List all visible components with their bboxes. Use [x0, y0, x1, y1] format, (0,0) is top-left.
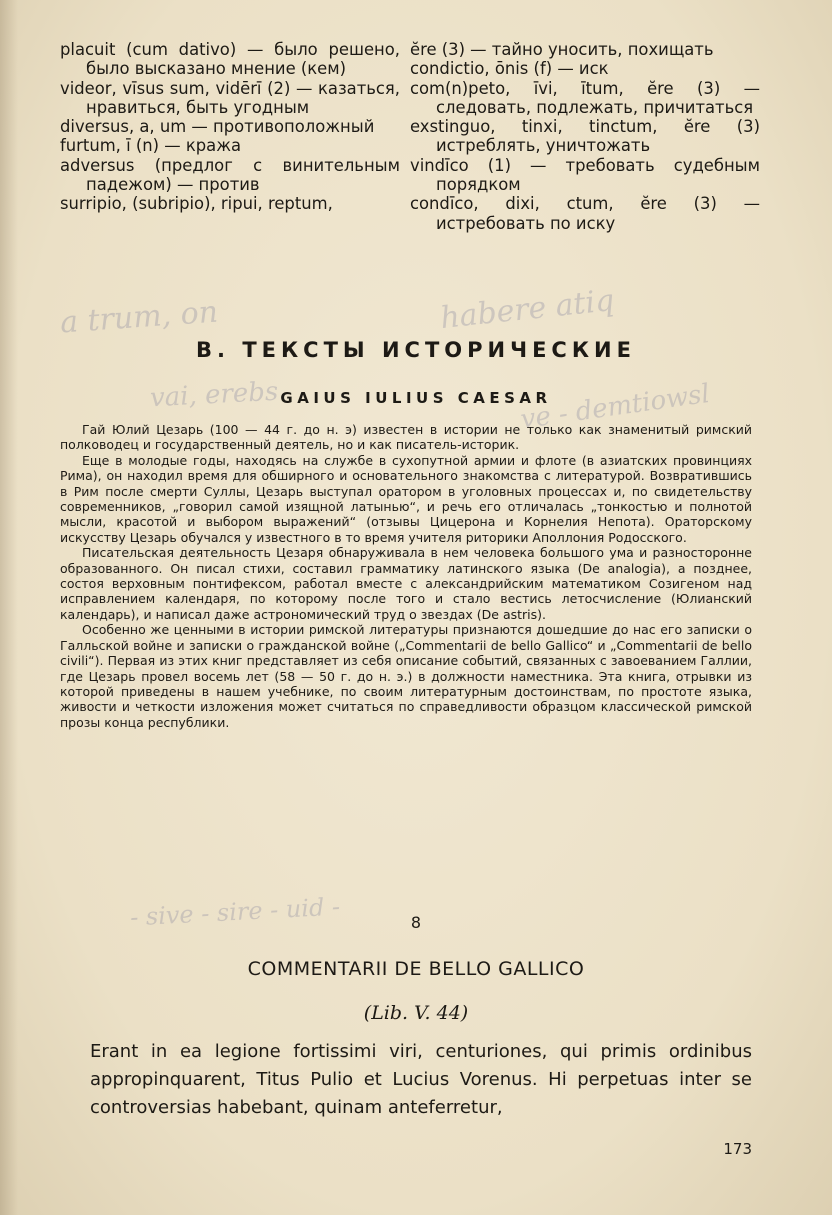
pencil-scribble: habere atiq	[438, 282, 616, 337]
vocabulary-entry: placuit (cum dativo) — было решено, было высказано мнение (кем)	[60, 40, 400, 79]
author-heading: GAIUS IULIUS CAESAR	[280, 389, 552, 407]
intro-paragraph: Гай Юлий Цезарь (100 — 44 г. до н. э) известен в истории не только как знаменитый римский полководец и государственный деятель, но и как писатель-историк.	[60, 422, 752, 453]
vocabulary-entry: surripio, (subripio), ripui, reptum,	[60, 194, 333, 214]
intro-text	[60, 422, 752, 730]
vocabulary-entry: condīco, dixi, ctum, ĕre (3) — истребовать по иску	[410, 194, 760, 233]
pencil-scribble: - sive - sire - uid -	[129, 892, 341, 932]
vocabulary-entry: com(n)peto, īvi, ītum, ĕre (3) — следовать, подлежать, причитаться	[410, 78, 760, 117]
vocabulary-entry: exstinguo, tinxi, tinctum, ĕre (3) истреблять, уничтожать	[410, 117, 760, 156]
chapter-number: 8	[410, 913, 422, 932]
vocabulary-entry: diversus, a, um — противоположный	[60, 117, 375, 137]
intro-paragraph: Еще в молодые годы, находясь на службе в сухопутной армии и флоте (в азиатских провинциях Рима), он находил время для обширного и основательного знакомства с литературой. Возвратившись в Рим после смерти Суллы, Цезарь выступал оратором в уголовных процессах и, по свидетельству современников, „говорил самой изящной латынью“, и речь его отличалась „тонкостью и полнотой мысли, красотой и выбором выражений“ (отзывы Цицерона и Корнелия Непота). Ораторскому искусству Цезарь обучался у известного в то время учителя риторики Аполлония Родосского.	[60, 452, 752, 545]
vocabulary-entry: videor, vīsus sum, vidērī (2) — казаться, нравиться, быть угодным	[60, 78, 400, 117]
page-number: 173	[723, 1140, 752, 1158]
vocabulary-entry: furtum, ī (n) — кража	[60, 136, 242, 156]
latin-text: Erant in ea legione fortissimi viri, centuriones, qui primis ordinibus appropinquarent, Titus Pulio et Lucius Vorenus. Hi perpetuas inter se controversias habebant, quinam anteferretur,	[90, 1041, 752, 1118]
work-title: COMMENTARII DE BELLO GALLICO	[247, 958, 585, 980]
pencil-scribble: a trum, on	[58, 294, 220, 341]
vocabulary-entry: adversus (предлог с винительным падежом) — против	[60, 155, 400, 195]
vocabulary-entry: condictio, ōnis (f) — иск	[410, 59, 609, 79]
vocabulary-column-right	[410, 40, 760, 233]
book-reference: (Lib. V. 44)	[363, 1002, 469, 1024]
intro-paragraph: Особенно же ценными в истории римской литературы признаются дошедшие до нас его записки о Галльской войне и записки о гражданской войне („Commentarii de bello Gallico“ и „Commentarii de bello civili“). Первая из этих книг представляет из себя описание событий, связанных с завоеванием Галлии, где Цезарь провел восемь лет (58 — 50 г. до н. э.) в должности наместника. Эта книга, отрывки из которой приведены в нашем учебнике, по своим литературным достоинствам, по простоте языка, живости и четкости изложения может считаться по справедливости образцом классической римской прозы конца республики.	[60, 622, 752, 730]
vocabulary-entry: ĕre (3) — тайно уносить, похищать	[410, 40, 714, 59]
vocabulary-list	[60, 40, 760, 233]
pencil-scribble: vai, erebs	[149, 376, 279, 414]
intro-paragraph: Писательская деятельность Цезаря обнаруживала в нем человека большого ума и разносторонне образованного. Он писал стихи, составил грамматику латинского языка (De analogia), а позднее, состоя верховным понтифексом, работал вместе с александрийским математиком Созигеном над исправлением календаря, по которому после того и стало вестись летосчисление (Юлианский календарь), и написал даже астрономический труд о звездах (De astris).	[60, 545, 752, 622]
binding-shadow	[0, 0, 18, 1215]
section-heading: B. ТЕКСТЫ ИСТОРИЧЕСКИЕ	[196, 338, 636, 362]
vocabulary-entry: vindīco (1) — требовать судебным порядком	[410, 155, 760, 195]
vocabulary-column-left	[60, 40, 400, 233]
pencil-scribble: ve - demtiowsl	[518, 378, 712, 436]
